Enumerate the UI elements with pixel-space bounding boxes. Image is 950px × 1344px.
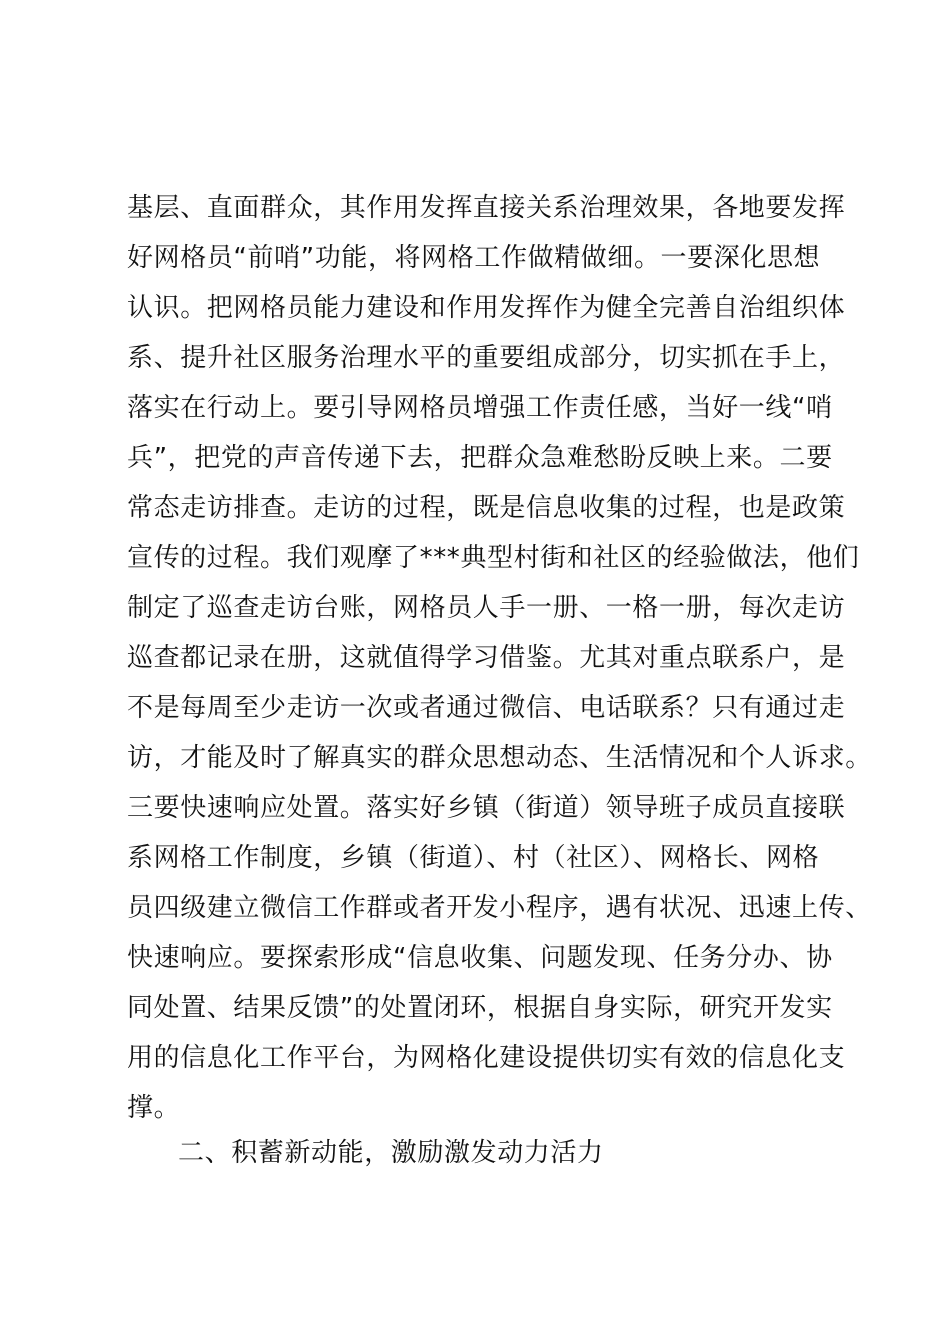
- paragraph-line: 撑。: [127, 1093, 181, 1123]
- paragraph-line: 同处置、结果反馈”的处置闭环，根据自身实际，研究开发实: [127, 993, 833, 1023]
- paragraph-line: 快速响应。要探索形成“信息收集、问题发现、任务分办、协: [127, 943, 833, 973]
- paragraph-line: 常态走访排查。走访的过程，既是信息收集的过程，也是政策: [127, 493, 846, 523]
- paragraph-line: 制定了巡查走访台账，网格员人手一册、一格一册，每次走访: [127, 593, 846, 623]
- paragraph-line: 访，才能及时了解真实的群众思想动态、生活情况和个人诉求。: [127, 743, 872, 773]
- section-heading: 二、积蓄新动能，激励激发动力活力: [178, 1138, 604, 1168]
- body-paragraph: [127, 183, 872, 1133]
- paragraph-line: 三要快速响应处置。落实好乡镇（街道）领导班子成员直接联: [127, 793, 846, 823]
- paragraph-line: 不是每周至少走访一次或者通过微信、电话联系？只有通过走: [127, 693, 846, 723]
- paragraph-line: 用的信息化工作平台，为网格化建设提供切实有效的信息化支: [127, 1043, 846, 1073]
- paragraph-line: 系网格工作制度，乡镇（街道）、村（社区）、网格长、网格: [127, 843, 820, 873]
- paragraph-line: 宣传的过程。我们观摩了***典型村街和社区的经验做法，他们: [127, 543, 860, 573]
- paragraph-line: 兵”，把党的声音传递下去，把群众急难愁盼反映上来。二要: [127, 443, 833, 473]
- paragraph-line: 认识。把网格员能力建设和作用发挥作为健全完善自治组织体: [127, 293, 846, 323]
- paragraph-line: 基层、直面群众，其作用发挥直接关系治理效果，各地要发挥: [127, 193, 846, 223]
- paragraph-line: 系、提升社区服务治理水平的重要组成部分，切实抓在手上，: [127, 343, 846, 373]
- paragraph-line: 好网格员“前哨”功能，将网格工作做精做细。一要深化思想: [127, 243, 821, 273]
- paragraph-line: 员四级建立微信工作群或者开发小程序，遇有状况、迅速上传、: [127, 893, 872, 923]
- paragraph-line: 巡查都记录在册，这就值得学习借鉴。尤其对重点联系户，是: [127, 643, 846, 673]
- paragraph-line: 落实在行动上。要引导网格员增强工作责任感，当好一线“哨: [127, 393, 833, 423]
